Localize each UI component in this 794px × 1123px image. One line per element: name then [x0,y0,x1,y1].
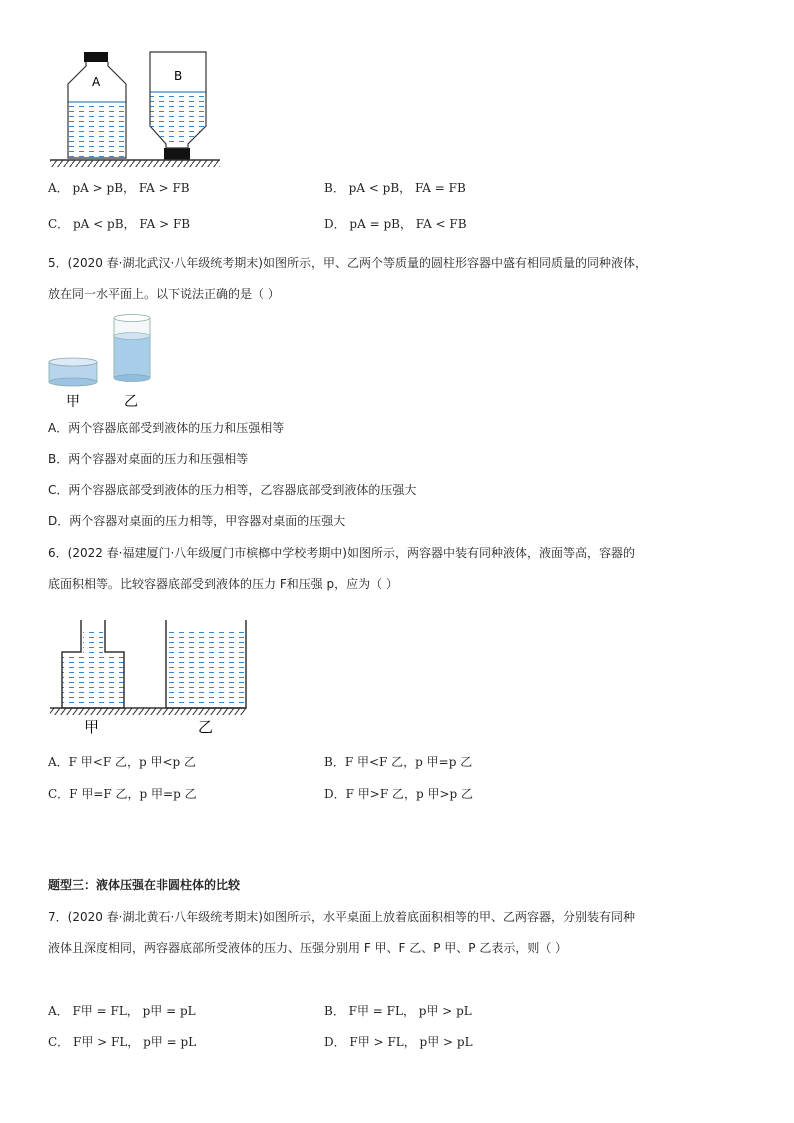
q5-option-a[interactable]: A．两个容器底部受到液体的压力和压强相等 [48,421,285,435]
bottle-b-cap [164,148,190,160]
q7-option-a[interactable]: A． F甲 = FL， p甲 = pL [48,1004,196,1018]
q4-figure [48,44,228,172]
q5-option-b[interactable]: B．两个容器对桌面的压力和压强相等 [48,452,249,466]
q7-option-d[interactable]: D． F甲 > FL， p甲 > pL [324,1035,473,1049]
q5-option-d[interactable]: D．两个容器对桌面的压力相等，甲容器对桌面的压强大 [48,514,346,528]
q5-figure [46,312,156,412]
q6-figure [48,620,248,738]
q6-label-yi: 乙 [198,718,214,736]
section-heading: 题型三：液体压强在非圆柱体的比较 [48,878,241,892]
bottle-b-label: B [174,69,183,83]
q5-label-yi: 乙 [124,394,138,410]
q5-label-jia: 甲 [66,394,80,410]
q6-stem-line1: 6．(2022 春·福建厦门·八年级厦门市槟榔中学校考期中)如图所示，两容器中装有同种液体，液面等高，容器的 [48,546,635,560]
q5-option-c[interactable]: C．两个容器底部受到液体的压力相等，乙容器底部受到液体的压强大 [48,483,417,497]
q4-option-d[interactable]: D． pA = pB， FA < FB [324,217,467,231]
bottle-b [150,52,206,160]
bottle-a-cap [84,52,108,62]
q6-container-yi [166,620,246,708]
q7-stem-line1: 7．(2020 春·湖北黄石·八年级统考期末)如图所示，水平桌面上放着底面积相等的甲、乙两容器，分别装有同种 [48,910,635,924]
q5-stem-line1: 5．(2020 春·湖北武汉·八年级统考期末)如图所示，甲、乙两个等质量的圆柱形容器中盛有相同质量的同种液体， [48,256,647,270]
q4-option-b[interactable]: B． pA < pB， FA = FB [324,181,466,195]
q7-option-b[interactable]: B． F甲 = FL， p甲 > pL [324,1004,472,1018]
q6-option-d[interactable]: D．F 甲>F 乙，p 甲>p 乙 [324,787,474,801]
q6-label-jia: 甲 [84,718,100,736]
q4-option-a[interactable]: A． pA > pB， FA > FB [48,181,190,195]
q5-container-jia [49,358,97,386]
q4-option-c[interactable]: C． pA < pB， FA > FB [48,217,191,231]
q5-container-yi [114,315,150,382]
q6-option-b[interactable]: B．F 甲<F 乙，p 甲=p 乙 [324,755,473,769]
q5-stem-line2: 放在同一水平面上。以下说法正确的是（ ） [48,287,280,301]
bottle-a-label: A [92,75,101,89]
q6-container-jia [62,620,124,708]
q6-option-a[interactable]: A．F 甲<F 乙，p 甲<p 乙 [48,755,197,769]
q7-option-c[interactable]: C． F甲 > FL， p甲 = pL [48,1035,197,1049]
bottle-a [68,52,126,158]
q6-option-c[interactable]: C．F 甲=F 乙，p 甲=p 乙 [48,787,197,801]
q6-stem-line2: 底面积相等。比较容器底部受到液体的压力 F和压强 p，应为（ ） [48,577,398,591]
q7-stem-line2: 液体且深度相同，两容器底部所受液体的压力、压强分别用 F 甲、F 乙、P 甲、P 乙表示，则（ ） [48,941,568,955]
